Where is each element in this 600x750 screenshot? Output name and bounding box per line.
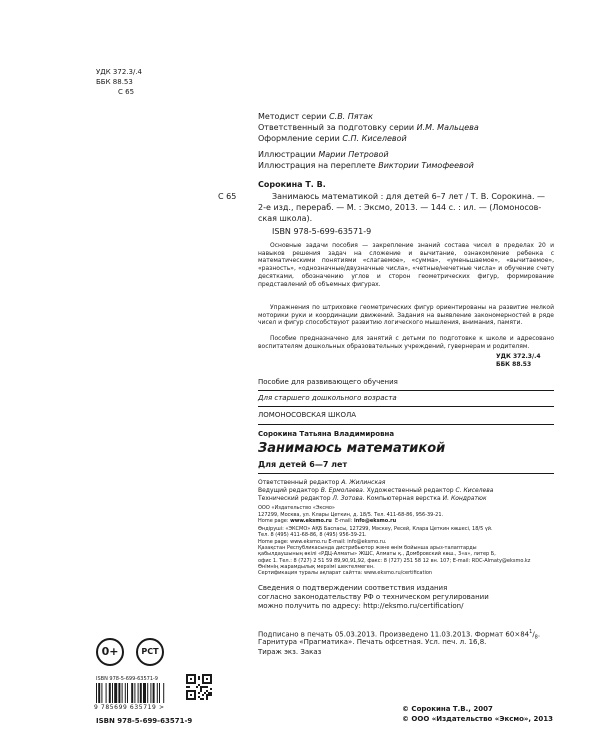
barcode-icon — [96, 683, 184, 703]
divider — [258, 390, 554, 391]
credit-series-design: Оформление серии С.П. Киселевой — [258, 134, 407, 143]
abstract-paragraph-3: Пособие предназначено для занятий с детьми по подготовке к школе и адресовано воспитателям дошкольных образовательных учреждений, гувернерам и родителям. — [258, 335, 554, 350]
author-mark: С 65 — [118, 88, 135, 96]
print-info-line-3: Тираж экз. Заказ — [258, 648, 322, 656]
catalog-mark: С 65 — [218, 192, 237, 201]
credit-cover-illustration: Иллюстрация на переплете Виктории Тимофеевой — [258, 161, 474, 170]
barcode-isbn-label: ISBN 978-5-699-63571-9 — [96, 676, 158, 682]
udk-index: УДК 372.3/.4 — [96, 68, 143, 76]
publisher-address: 127299, Москва, ул. Клары Цеткин, д. 18/5. Тел. 411-68-86, 956-39-21. — [258, 511, 444, 518]
certification-line-1: Сведения о подтверждении соответствия издания — [258, 584, 448, 592]
barcode-digits: 9 785699 635719 > — [94, 704, 165, 711]
bbk-index: ББК 88.53 — [96, 78, 133, 86]
publisher-foreign-5: қабылдаушының өкілі «РДЦ-Алматы» ЖШС, Алматы қ., Домбровский көш., 3«а», литер Б, — [258, 551, 496, 558]
series-type: Пособие для развивающего обучения — [258, 378, 398, 386]
series-name: ЛОМОНОСОВСКАЯ ШКОЛА — [258, 411, 357, 419]
print-info-line-2: Гарнитура «Прагматика». Печать офсетная. Усл. печ. л. 16,8. — [258, 638, 487, 646]
publisher-foreign-1: Өндіруші: «ЭКСМО» АҚБ Баспасы, 127299, Мәскеу, Ресей, Клара Цеткин көшесі, 18/5 үй. — [258, 526, 493, 532]
catalog-desc-line1: Занимаюсь математикой : для детей 6–7 лет / Т. В. Сорокина. — — [272, 192, 546, 201]
publisher-foreign-2: Тел. 8 (495) 411-68-86, 8 (495) 956-39-21. — [258, 532, 367, 539]
book-subtitle: Для детей 6—7 лет — [258, 460, 348, 469]
publisher-foreign-4: Қазақстан Республикасында дистрибьютор және өнім бойынша арыз-талаптарды — [258, 544, 477, 551]
publisher-name: ООО «Издательство «Эксмо» — [258, 505, 335, 511]
abstract-paragraph-1: Основные задачи пособия — закрепление знаний состава чисел в пределах 20 и навыков решения задач на сложение и вычитание, ознакомление ребенка с математическими понятиями «слагаемое», «сумма», «уменьшаемое», «вычитаемое», «разность», «однозначные/двузначные числа», «четные/нечетные числа» и обучение счету десятками, обозначению углов и сторон геометрических фигур, формирование представлений об объемных фигурах. — [258, 242, 554, 288]
age-rating-badge: 0+ — [96, 638, 124, 666]
certification-line-3: можно получить по адресу: http://eksmo.ru/certification/ — [258, 602, 464, 610]
divider — [258, 473, 554, 474]
qr-code-icon — [186, 674, 212, 700]
credit-methodist: Методист серии С.В. Пятак — [258, 112, 373, 121]
catalog-desc-line2: 2-е изд., перераб. — М. : Эксмо, 2013. — 144 с. : ил. — (Ломоносов- — [258, 203, 542, 212]
copyright-publisher: © ООО «Издательство «Эксмо», 2013 — [402, 715, 553, 723]
staff-line-2: Ведущий редактор В. Ермолаева. Художественный редактор С. Киселева — [258, 487, 494, 494]
catalog-udk: УДК 372.3/.4 — [496, 353, 541, 360]
divider — [258, 406, 554, 407]
book-title: Занимаюсь математикой — [258, 441, 446, 456]
catalog-isbn: ISBN 978-5-699-63571-9 — [272, 227, 372, 236]
catalog-bbk: ББК 88.53 — [496, 361, 532, 368]
certification-mark-icon: РСТ — [136, 638, 164, 666]
credit-illustrations: Иллюстрации Марии Петровой — [258, 150, 389, 159]
book-author-full: Сорокина Татьяна Владимировна — [258, 430, 395, 438]
publisher-foreign-6: офис 1. Тел.: 8 (727) 2 51 59 89,90,91,92, факс: 8 (727) 251 58 12 вн. 107; E-mail: RDC-Almaty@eksmo.kz — [258, 557, 531, 564]
publisher-foreign-7: Өнімнің жарамдылық мерзімі шектелмеген. — [258, 563, 375, 570]
divider — [258, 424, 554, 425]
publisher-foreign-8: Сертификация туралы ақпарат сайтта: www.eksmo.ru/certification — [258, 570, 433, 577]
publisher-foreign-3: Home page: www.eksmo.ru E-mail: info@eksmo.ru. — [258, 538, 387, 545]
credit-series-prep: Ответственный за подготовку серии И.М. Мальцева — [258, 123, 479, 132]
certification-line-2: согласно законодательству РФ о техническом регулировании — [258, 593, 489, 601]
staff-line-1: Ответственный редактор А. Жилинская — [258, 479, 386, 486]
copyright-author: © Сорокина Т.В., 2007 — [402, 705, 493, 713]
staff-line-3: Технический редактор Л. Зотова. Компьютерная верстка И. Кондратюк — [258, 495, 487, 502]
catalog-desc-line3: ская школа). — [258, 214, 313, 223]
series-age: Для старшего дошкольного возраста — [258, 394, 397, 402]
catalog-author: Сорокина Т. В. — [258, 180, 326, 189]
publisher-contacts: Home page: www.eksmo.ru E-mail: info@eksmo.ru — [258, 518, 397, 524]
footer-isbn: ISBN 978-5-699-63571-9 — [96, 717, 193, 725]
print-info-line-1: Подписано в печать 05.03.2013. Произведено 11.03.2013. Формат $60\times 84^1/_8$. — [258, 629, 541, 641]
abstract-paragraph-2: Упражнения по штриховке геометрических фигур ориентированы на развитие мелкой моторики руки и координации движений. Задания на выявление закономерностей в ряде чисел и фигур способствуют развитию логического мышления, внимания, памяти. — [258, 304, 554, 327]
